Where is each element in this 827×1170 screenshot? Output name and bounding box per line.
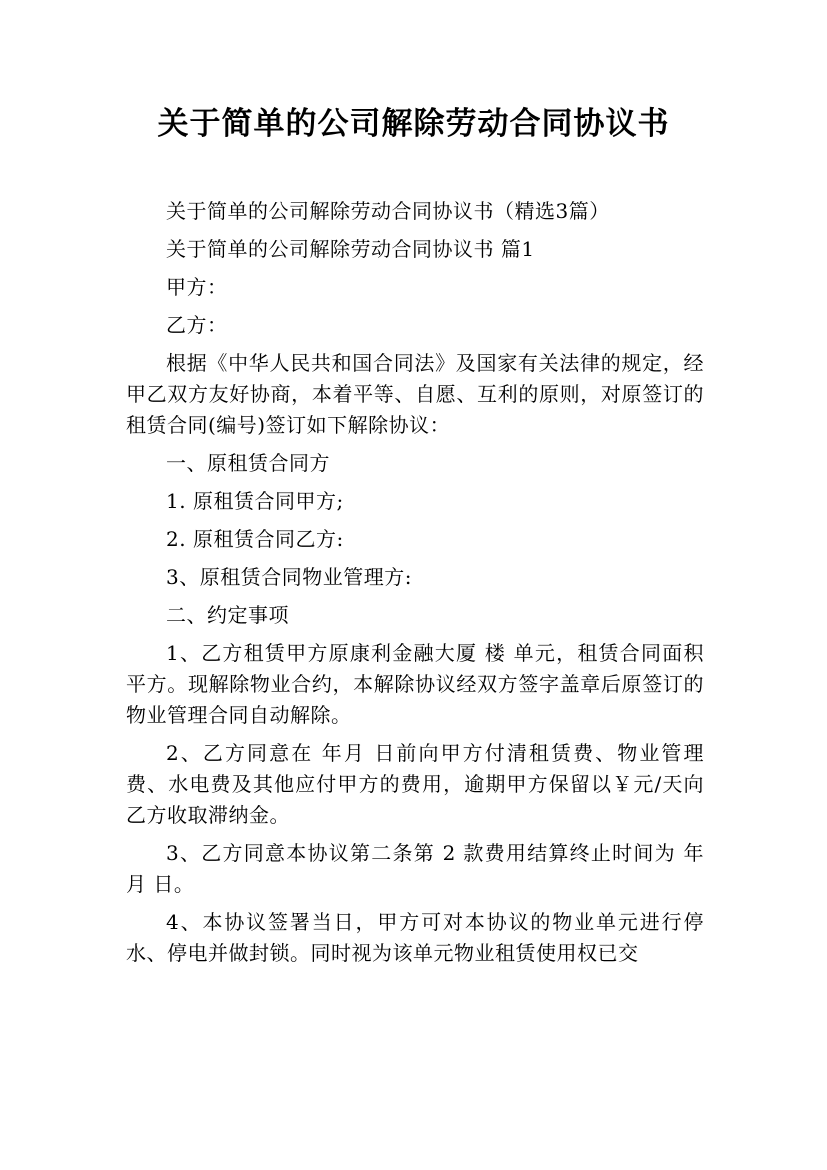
- paragraph-party-b: 乙方：: [166, 313, 228, 337]
- paragraph-party-a: 甲方：: [166, 275, 228, 299]
- paragraph-item-3: 3、原租赁合同物业管理方:: [166, 565, 412, 589]
- paragraph-item-2: 2. 原租赁合同乙方:: [166, 527, 344, 551]
- paragraph-preamble: 根据《中华人民共和国合同法》及国家有关法律的规定，经甲乙双方友好协商，本着平等、自愿、互利的原则，对原签订的租赁合同(编号)签订如下解除协议：: [126, 351, 704, 437]
- paragraph-heading-two: 二、约定事项: [166, 603, 289, 627]
- paragraph-clause-3: 3、乙方同意本协议第二条第 2 款费用结算终止时间为 年 月 日。: [126, 841, 704, 896]
- document-body: [126, 196, 704, 976]
- document-title: 关于简单的公司解除劳动合同协议书: [157, 106, 670, 142]
- paragraph-clause-1: 1、乙方租赁甲方原康利金融大厦 楼 单元，租赁合同面积平方。现解除物业合约，本解除协议经双方签字盖章后原签订的物业管理合同自动解除。: [126, 641, 704, 727]
- paragraph-heading-one: 一、原租赁合同方: [166, 451, 330, 475]
- paragraph-subtitle: 关于简单的公司解除劳动合同协议书（精选3篇）: [166, 199, 610, 223]
- paragraph-clause-4: 4、本协议签署当日，甲方可对本协议的物业单元进行停水、停电并做封锁。同时视为该单元物业租赁使用权已交: [126, 910, 704, 965]
- paragraph-section-heading: 关于简单的公司解除劳动合同协议书 篇1: [166, 237, 535, 261]
- paragraph-item-1: 1. 原租赁合同甲方;: [166, 489, 344, 513]
- paragraph-clause-2: 2、乙方同意在 年月 日前向甲方付清租赁费、物业管理费、水电费及其他应付甲方的费用，逾期甲方保留以￥元/天向乙方收取滞纳金。: [126, 741, 704, 827]
